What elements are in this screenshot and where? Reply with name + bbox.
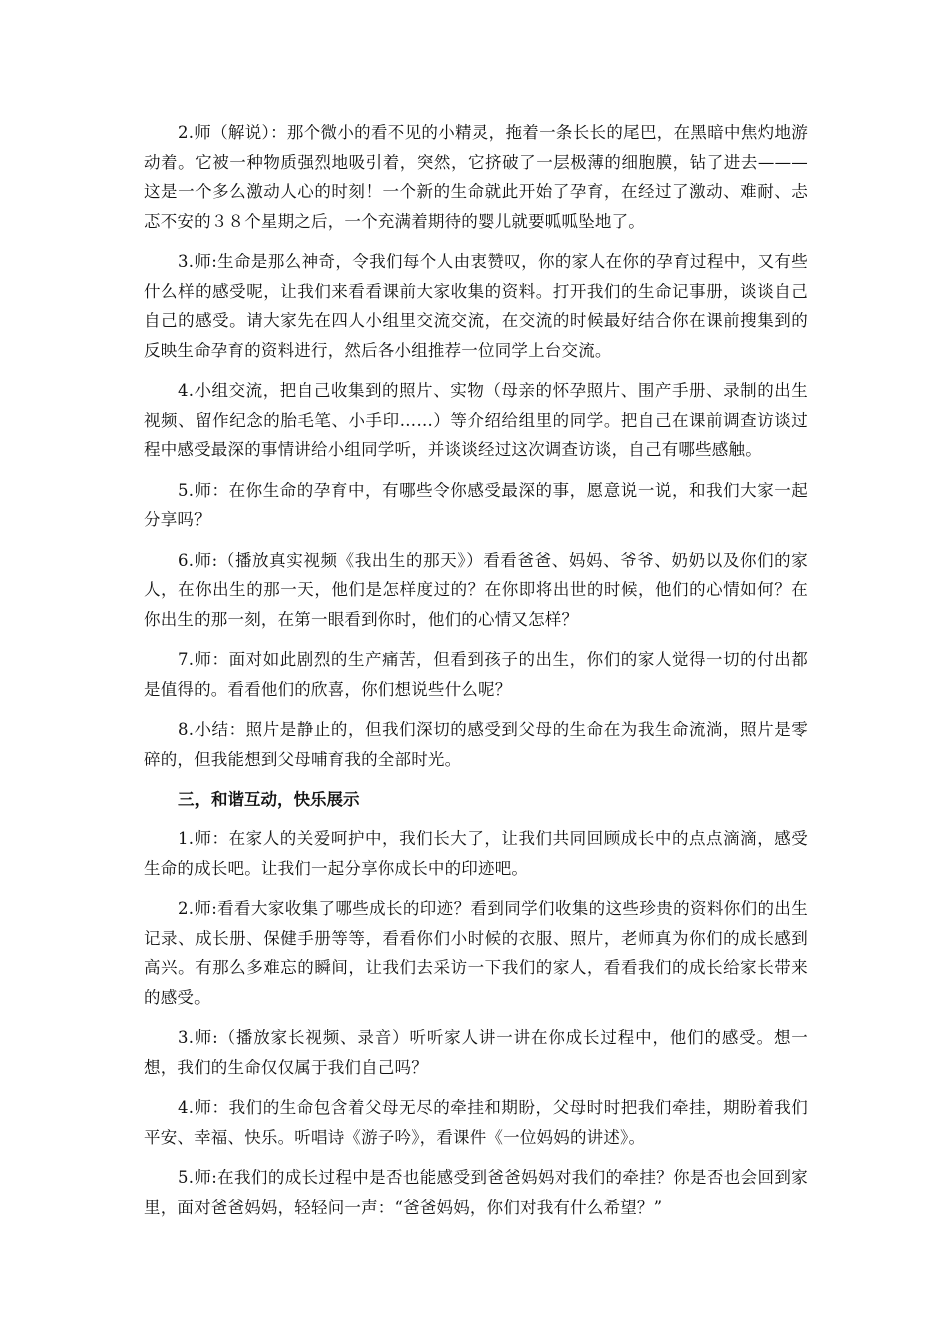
paragraph: 2.师（解说）：那个微小的看不见的小精灵，拖着一条长长的尾巴，在黑暗中焦灼地游动着。它被一种物质强烈地吸引着，突然，它挤破了一层极薄的细胞膜，钻了进去———这是一个多么激动人心的时刻！一个新的生命就此开始了孕育，在经过了激动、难耐、忐忑不安的３８个星期之后，一个充满着期待的婴儿就要呱呱坠地了。 [144,123,808,231]
paragraph: 7.师：面对如此剧烈的生产痛苦，但看到孩子的出生，你们的家人觉得一切的付出都是值得的。看看他们的欣喜，你们想说些什么呢？ [144,650,808,699]
section-heading: 三，和谐互动，快乐展示 [178,790,360,809]
document-body [144,118,808,1233]
paragraph: 1.师：在家人的关爱呵护中，我们长大了，让我们共同回顾成长中的点点滴滴，感受生命的成长吧。让我们一起分享你成长中的印迹吧。 [144,829,808,878]
paragraph: 4.小组交流，把自己收集到的照片、实物（母亲的怀孕照片、围产手册、录制的出生视频、留作纪念的胎毛笔、小手印……）等介绍给组里的同学。把自己在课前调查访谈过程中感受最深的事情讲给小组同学听，并谈谈经过这次调查访谈，自己有哪些感触。 [144,381,808,459]
paragraph: 3.师:（播放家长视频、录音）听听家人讲一讲在你成长过程中，他们的感受。想一想，我们的生命仅仅属于我们自己吗？ [144,1028,808,1077]
paragraph: 3.师:生命是那么神奇，令我们每个人由衷赞叹，你的家人在你的孕育过程中，又有些什么样的感受呢，让我们来看看课前大家收集的资料。打开我们的生命记事册，谈谈自己自己的感受。请大家先在四人小组里交流交流，在交流的时候最好结合你在课前搜集到的反映生命孕育的资料进行，然后各小组推荐一位同学上台交流。 [144,252,808,360]
paragraph: 2.师:看看大家收集了哪些成长的印迹？看到同学们收集的这些珍贵的资料你们的出生记录、成长册、保健手册等等，看看你们小时候的衣服、照片，老师真为你们的成长感到高兴。有那么多难忘的瞬间，让我们去采访一下我们的家人，看看我们的成长给家长带来的感受。 [144,899,808,1007]
paragraph: 5.师:在我们的成长过程中是否也能感受到爸爸妈妈对我们的牵挂？你是否也会回到家里，面对爸爸妈妈，轻轻问一声：“爸爸妈妈，你们对我有什么希望？” [144,1168,808,1217]
paragraph: 8.小结：照片是静止的，但我们深切的感受到父母的生命在为我生命流淌，照片是零碎的，但我能想到父母哺育我的全部时光。 [144,720,808,769]
paragraph: 6.师:（播放真实视频《我出生的那天》）看看爸爸、妈妈、爷爷、奶奶以及你们的家人，在你出生的那一天，他们是怎样度过的？在你即将出世的时候，他们的心情如何？在你出生的那一刻，在第一眼看到你时，他们的心情又怎样？ [144,550,808,629]
paragraph: 5.师：在你生命的孕育中，有哪些令你感受最深的事，愿意说一说，和我们大家一起分享吗？ [144,480,808,529]
paragraph: 4.师：我们的生命包含着父母无尽的牵挂和期盼，父母时时把我们牵挂，期盼着我们平安、幸福、快乐。听唱诗《游子吟》，看课件《一位妈妈的讲述》。 [144,1098,808,1147]
